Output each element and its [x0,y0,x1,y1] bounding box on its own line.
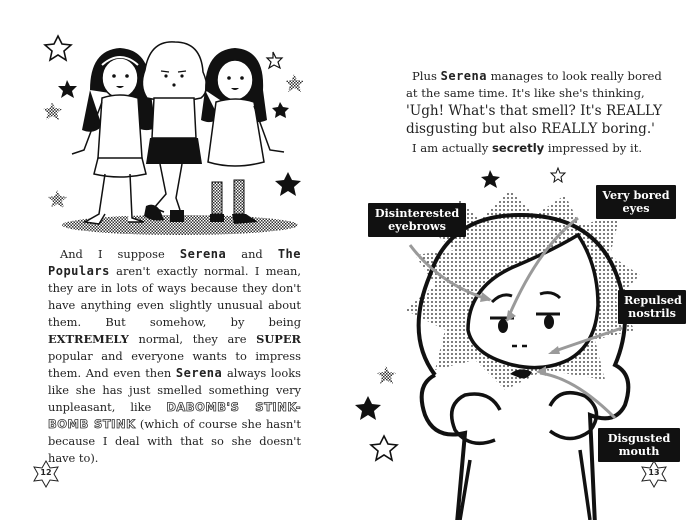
label-disinterested-eyebrows: Disinterested eyebrows [368,203,466,237]
intro-text: Plus Serena manages to look really bored at the same time. It's like she's thinking, 'Ugh! What's that smell? It's REALLY disgusting but also REALLY boring.' I am actually secretly impressed by it. [406,68,676,157]
three-girls-illustration [30,10,320,240]
page-number-badge: 12 [32,460,60,488]
serena-thought-quote: 'Ugh! What's that smell? It's REALLY disgusting but also REALLY boring.' [406,103,663,137]
emphasis-extremely: EXTREMELY [48,332,129,346]
serena-name: Serena [179,247,227,261]
serena-name: Serena [440,69,487,83]
label-disgusted-mouth: Disgusted mouth [598,428,680,462]
star-icon [45,36,71,60]
label-very-bored-eyes: Very bored eyes [596,185,676,219]
page-number-badge: 13 [640,460,668,488]
emphasis-super: SUPER [256,332,301,346]
emphasis-secretly: secretly [491,141,545,155]
label-repulsed-nostrils: Repulsed nostrils [618,290,686,324]
body-paragraph: And I suppose Serena and The Populars aren't exactly normal. I mean, they are in lots of ways because they don't have anything even slightly unusual about them. But somehow, by being EXTREMELY normal, they are SUPER popular and everyone wants to impress them. And even then Serena always looks like she has just smelled something very unpleasant, like DABOMB'S STINK-BOMB STINK (which of course she hasn't because I deal with that so she doesn't have to). [48,247,302,465]
serena-name: Serena [175,366,223,380]
right-page [350,0,700,520]
stink-bomb-title: DABOMB'S STINK-BOMB STINK [48,400,302,431]
the-populars-name: The Populars [48,247,301,278]
